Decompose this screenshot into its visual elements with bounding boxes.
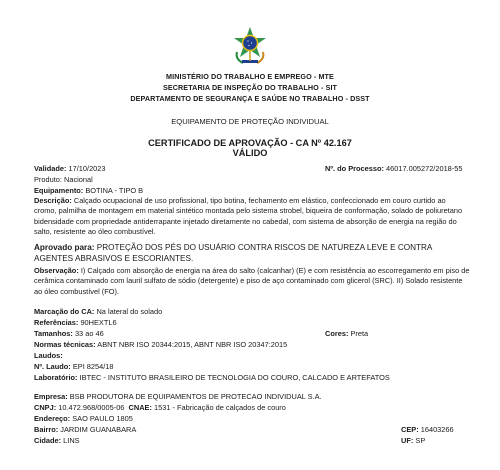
- cidade-value: LINS: [63, 436, 80, 445]
- equipamento-row: [34, 186, 466, 196]
- validade-label: Validade:: [34, 164, 67, 173]
- descricao-paragraph: [34, 196, 470, 238]
- aprovado-label: Aprovado para:: [34, 243, 95, 252]
- marcacao-row: [34, 307, 466, 317]
- cep-label: CEP:: [401, 425, 419, 434]
- cores-value: Preta: [350, 329, 369, 338]
- empresa-label: Empresa:: [34, 392, 68, 401]
- marcacao-value: Na lateral do solado: [96, 307, 163, 316]
- equipamento-value: BOTINA - TIPO B: [85, 186, 144, 195]
- tamanhos-value: 33 ao 46: [74, 329, 104, 338]
- aprovado-value: PROTEÇÃO DOS PÉS DO USUÁRIO CONTRA RISCOS DE NATUREZA LEVE E CONTRA AGENTES ABRASIVOS E ESCORIANTES.: [34, 243, 432, 264]
- cores-label: Cores:: [325, 329, 349, 338]
- cep-row: [401, 425, 454, 435]
- cnae-label: CNAE:: [128, 403, 152, 412]
- origem-label: Produto:: [34, 175, 62, 184]
- origem-value: Nacional: [64, 175, 93, 184]
- tamanhos-label: Tamanhos:: [34, 329, 73, 338]
- document-subtitle: EQUIPAMENTO DE PROTEÇÃO INDIVIDUAL: [171, 117, 329, 126]
- department-title: DEPARTAMENTO DE SEGURANÇA E SAÚDE NO TRABALHO - DSST: [130, 94, 370, 103]
- descricao-value: Calçado ocupacional de uso profissional, tipo botina, fechamento em elástico, confeccionado em couro curtido ao cromo, palmilha de montagem em material sintético montada pelo sistema strobel, biqueira de conformação, solado de poliuretano bidensidade com propriedade antiderrapante injetado diretamente no cabedal, com sistema de absorção de energia na região do salto, resistente ao óleo combustível.: [34, 196, 463, 237]
- laboratorio-label: Laboratório:: [34, 373, 78, 382]
- processo-value: 46017.005272/2018-55: [386, 164, 463, 173]
- laudo-value: EPI 8254/18: [72, 362, 114, 371]
- referencias-value: 90HEXTL6: [80, 318, 117, 327]
- certificate-status: VÁLIDO: [232, 148, 268, 158]
- certificate-title: CERTIFICADO DE APROVAÇÃO - CA Nº 42.167: [148, 138, 352, 148]
- cidade-label: Cidade:: [34, 436, 62, 445]
- endereco-label: Endereço:: [34, 414, 71, 423]
- endereco-value: SAO PAULO 1805: [72, 414, 133, 423]
- cnae-value: 1531 - Fabricação de calçados de couro: [154, 403, 286, 412]
- uf-value: SP: [415, 436, 426, 445]
- cnpj-label: CNPJ:: [34, 403, 57, 412]
- aprovado-paragraph: [34, 242, 470, 264]
- observacao-paragraph: [34, 266, 470, 297]
- empresa-row: [34, 392, 466, 402]
- laudo-label: Nº. Laudo:: [34, 362, 71, 371]
- cores-row: [325, 329, 368, 339]
- normas-value: ABNT NBR ISO 20344:2015, ABNT NBR ISO 20347:2015: [97, 340, 288, 349]
- endereco-row: [34, 414, 466, 424]
- laboratorio-row: [34, 373, 466, 383]
- descricao-label: Descrição:: [34, 196, 72, 205]
- laudo-row: [34, 362, 466, 372]
- laudos-label: Laudos:: [34, 351, 63, 360]
- secretariat-title: SECRETARIA DE INSPEÇÃO DO TRABALHO - SIT: [162, 83, 338, 92]
- empresa-value: BSB PRODUTORA DE EQUIPAMENTOS DE PROTECAO INDIVIDUAL S.A.: [69, 392, 322, 401]
- uf-label: UF:: [401, 436, 414, 445]
- normas-label: Normas técnicas:: [34, 340, 96, 349]
- laboratorio-value: IBTEC - INSTITUTO BRASILEIRO DE TECNOLOGIA DO COURO, CALCADO E ARTEFATOS: [79, 373, 390, 382]
- validade-value: 17/10/2023: [68, 164, 106, 173]
- referencias-row: [34, 318, 466, 328]
- bairro-value: JARDIM GUANABARA: [60, 425, 137, 434]
- bairro-label: Bairro:: [34, 425, 59, 434]
- observacao-label: Observação:: [34, 266, 79, 275]
- marcacao-label: Marcação do CA:: [34, 307, 95, 316]
- cnpj-value: 10.472.968/0005-06: [58, 403, 125, 412]
- brazil-coat-of-arms-icon: [233, 26, 267, 66]
- observacao-value: I) Calçado com absorção de energia na área do salto (calcanhar) (E) e com resistência ao escorregamento em piso de cerâmica contaminado com lauril sulfato de sódio (detergente) e piso de aço contaminado com glicerol (SRC). II) Solado resistente ao óleo combustível (FO).: [34, 266, 470, 296]
- processo-label: Nº. do Processo:: [325, 164, 384, 173]
- cnpj-row: [34, 403, 466, 413]
- origem-row: [34, 175, 466, 185]
- uf-row: [401, 436, 425, 446]
- tamanhos-row: [34, 329, 466, 339]
- cep-value: 16403266: [420, 425, 454, 434]
- processo-row: [325, 164, 462, 174]
- ministry-title: MINISTÉRIO DO TRABALHO E EMPREGO - MTE: [166, 72, 334, 81]
- referencias-label: Referências:: [34, 318, 79, 327]
- laudos-row: [34, 351, 466, 361]
- normas-row: [34, 340, 466, 350]
- equipamento-label: Equipamento:: [34, 186, 84, 195]
